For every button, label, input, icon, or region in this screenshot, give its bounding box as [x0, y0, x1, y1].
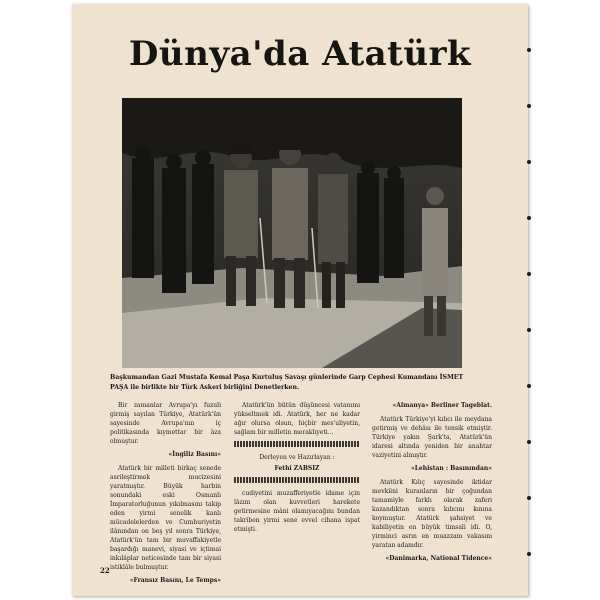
page-title: Dünya'da Atatürk — [128, 34, 472, 74]
historical-photo — [122, 98, 462, 368]
ornamental-divider — [234, 441, 360, 447]
source-label: «Almanya» Berliner Tageblat. — [392, 402, 492, 409]
page-number: 22 — [100, 566, 110, 575]
paragraph: Bir zamanlar Avrupa'yı fuzuli girmiş sayılan Türkiye, Atatürk'ün sayesinde Avrupa'nın iç politikasında kıymettar bir âza olmuştur. — [110, 402, 221, 445]
paragraph: Atatürk bir milleti birkaç senede asrileştirmek mucizesini yaratmıştır. Büyük harbin sonundaki eski Osmanlı İmparatorluğunun yıkılmasını takip eden yirmi senelik kanlı mücadelelerden ve Cumhuriyetin ilânından on beş yıl sonra Türkiye, Atatürk'ün tam bir muvaffakiyetle başardığı manevi, siyasi ve içtimai inkılâplar neticesinde tam bir siyasi istiklâle bulmuştur. — [110, 465, 221, 571]
source-label: «İngiliz Basını» — [168, 451, 221, 458]
binding-hole-dot — [527, 48, 531, 52]
binding-hole-dot — [527, 440, 531, 444]
paragraph: cudiyetini muzafferiyetle idame için lâzım olan kuvvetleri harekete getirmesine mâni olamıyacağını bundan takriben yirmi sene evvel cihana ispat etmişti. — [234, 490, 360, 533]
magazine-page — [72, 4, 528, 596]
binding-hole-dot — [527, 160, 531, 164]
column-2 — [234, 401, 360, 538]
binding-hole-dot — [527, 496, 531, 500]
source-label: «Lehistan : Basınından» — [410, 465, 492, 472]
photo-caption: Başkumandan Gazi Mustafa Kemal Paşa Kurtuluş Savaşı günlerinde Garp Cephesi Kumandanı İSMET PAŞA ile birlikte bir Türk Askeri birliğini Denetlerken. — [110, 374, 464, 391]
compiler-label: Derleyen ve Hazırlayan : — [259, 454, 335, 461]
binding-hole-dot — [527, 328, 531, 332]
source-label: «Fransız Basını, Le Temps» — [129, 577, 221, 584]
source-label: «Danimarka, National Tidence» — [385, 555, 492, 562]
paragraph: Atatürk Türkiye'yi kılıcı ile meydana getirmiş ve dehâsı ile tensik etmiştir. Türkiye yakın Şark'ta, Atatürk'ün idaresi altında yeniden bir anahtar vaziyetini almıştır. — [372, 416, 492, 459]
photo-illustration — [122, 98, 462, 368]
binding-hole-dot — [527, 552, 531, 556]
column-1 — [110, 401, 221, 590]
ornamental-divider — [234, 477, 360, 483]
author-name: Fethi ZABSIZ — [274, 465, 320, 472]
paragraph: Atatürk'ün bütün düşüncesi vatanımı yükseltmek idi. Atatürk, her ne kadar ağır olursa olsun, hiçbir mes'uliyetin, sağlam bir milletin meraklıyeti... — [234, 402, 360, 436]
binding-hole-dot — [527, 216, 531, 220]
binding-hole-dot — [527, 384, 531, 388]
column-3 — [372, 401, 492, 568]
binding-hole-dot — [527, 104, 531, 108]
binding-hole-dot — [527, 272, 531, 276]
paragraph: Atatürk Kılıç sayesinde iktidar mevkiini kuranların bir çoğundan tamamiyle farklı olarak zaferi kazandıktan sonra kılıcını kınına koymuştur. Atatürk şahsiyet ve kabiliyetin en büyük timsali idi. O, yirminci asrın en muazzam vakasını yaratan adamdır. — [372, 479, 492, 549]
